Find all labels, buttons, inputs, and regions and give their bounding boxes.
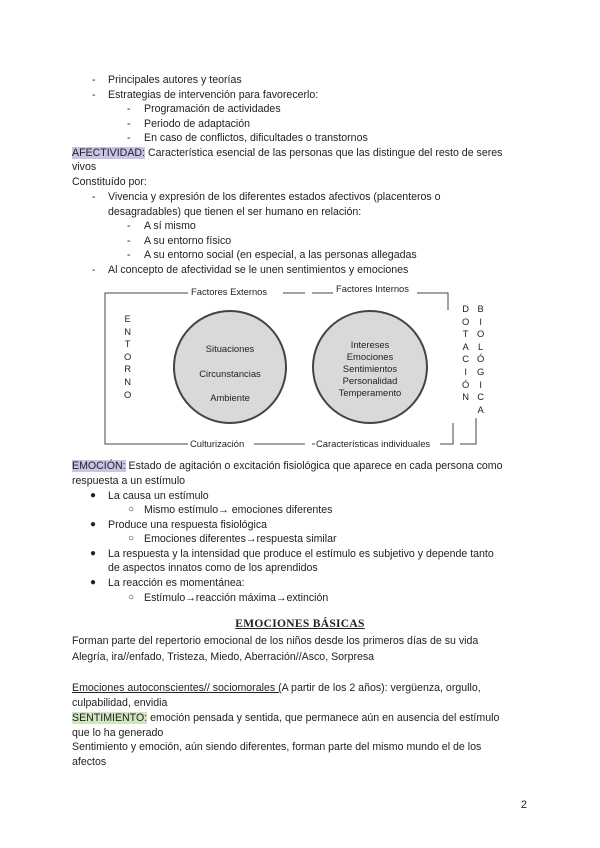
emocion-item-intensidad: La respuesta y la intensidad que produce el estímulo es subjetivo y depende tanto [108, 548, 494, 560]
list-item-programacion: Programación de actividades [144, 103, 281, 115]
entorno-vertical-label: E N T O R N O [124, 313, 132, 400]
factores-externos-circle [173, 310, 287, 424]
emocion-subitem-diferentes: Emociones diferentes→respuesta similar [144, 533, 337, 545]
list-marker: - [127, 249, 131, 261]
emocion-subitem-mismo: Mismo estímulo→ emociones diferentes [144, 504, 333, 516]
circle-item-personalidad: Personalidad [342, 375, 398, 386]
sub-bullet-icon: ○ [128, 533, 135, 544]
circle-item-intereses: Intereses [350, 339, 390, 350]
emocion-definition: EMOCIÓN: Estado de agitación o excitación fisiológica que aparece en cada persona como [72, 460, 503, 472]
bullet-icon: ● [90, 519, 97, 530]
sentimiento-term: SENTIMIENTO: [72, 712, 148, 724]
right-bracket-top-2 [417, 293, 448, 310]
factores-internos-label: Factores Internos [336, 283, 409, 294]
factores-internos-circle [312, 310, 428, 424]
afectividad-definition: AFECTIVIDAD: Característica esencial de las personas que las distingue del resto de seres [72, 147, 503, 159]
emocion-item-intensidad-cont: de aspectos innatos como de los aprendidos [108, 562, 318, 574]
circle-item-temperamento: Temperamento [338, 387, 402, 398]
sentimiento-definition: SENTIMIENTO: emoción pensada y sentida, que permanece aún en ausencia del estímulo [72, 712, 500, 724]
sub-bullet-icon: ○ [128, 504, 135, 515]
emociones-basicas-heading: EMOCIONES BÁSICAS [235, 618, 365, 630]
list-marker: - [127, 132, 131, 144]
list-marker: - [127, 235, 131, 247]
autoconscientes-line: Emociones autoconscientes// sociomorales (A partir de los 2 años): vergüenza, orgullo, [72, 682, 481, 694]
emocion-definition-cont: respuesta a un estímulo [72, 475, 186, 487]
factores-externos-label: Factores Externos [191, 286, 268, 297]
autoconscientes-line-2: culpabilidad, envidia [72, 697, 168, 709]
list-item-entorno-social: A su entorno social (en especial, a las personas allegadas [144, 249, 417, 261]
list-marker: - [127, 103, 131, 115]
circle-item-circunstancias: Circunstancias [199, 368, 261, 379]
circle-item-sentimientos: Sentimientos [342, 363, 398, 374]
dotacion-vertical-label: D O T A C I Ó N [462, 303, 470, 403]
basicas-line-1: Forman parte del repertorio emocional de los niños desde los primeros días de su vida [72, 635, 479, 647]
constituido-label: Constituído por: [72, 176, 147, 188]
sub-bullet-icon: ○ [128, 592, 135, 603]
list-marker: - [127, 118, 131, 130]
culturizacion-label: Culturización [190, 438, 245, 449]
basicas-line-2: Alegría, ira//enfado, Tristeza, Miedo, Aberración//Asco, Sorpresa [72, 651, 375, 663]
sentimiento-definition-cont: que lo ha generado [72, 727, 164, 739]
bullet-icon: ● [90, 490, 97, 501]
biologica-vertical-label: B I O L Ó G I C A [477, 303, 485, 415]
afectividad-definition-cont: vivos [72, 161, 97, 173]
emocion-subitem-estimulo: Estímulo→reacción máxima→extinción [144, 592, 329, 604]
list-item-periodo: Periodo de adaptación [144, 118, 251, 130]
sentimiento-line-4: afectos [72, 756, 107, 768]
list-item-autores: Principales autores y teorías [108, 74, 242, 86]
list-item-concepto: Al concepto de afectividad se le unen sentimientos y emociones [108, 264, 409, 276]
list-marker: - [92, 191, 96, 203]
bullet-icon: ● [90, 577, 97, 588]
page-number: 2 [520, 799, 527, 811]
list-item-entorno-fisico: A su entorno físico [144, 235, 232, 247]
circle-item-ambiente: Ambiente [210, 392, 250, 403]
bracket-bottom-right-2 [440, 423, 453, 444]
emocion-term: EMOCIÓN: [72, 460, 126, 472]
list-item-conflictos: En caso de conflictos, dificultades o transtornos [144, 132, 368, 144]
list-marker: - [92, 264, 96, 276]
emocion-item-reaccion: La reacción es momentánea: [108, 577, 245, 589]
sentimiento-line-3: Sentimiento y emoción, aún siendo diferentes, forman parte del mismo mundo el de los [72, 741, 482, 753]
caracteristicas-label: Características individuales [316, 438, 431, 449]
bullet-icon: ● [90, 548, 97, 559]
autoconscientes-term: Emociones autoconscientes// sociomorales ( [72, 682, 282, 694]
circle-item-emociones: Emociones [346, 351, 394, 362]
emocion-item-causa: La causa un estímulo [108, 490, 209, 502]
right-outer-line [460, 418, 476, 444]
list-item-vivencia: Vivencia y expresión de los diferentes estados afectivos (placenteros o [108, 191, 441, 203]
left-bracket-top [105, 293, 188, 308]
list-marker: - [127, 220, 131, 232]
list-item-si-mismo: A sí mismo [144, 220, 196, 232]
emocion-item-respuesta: Produce una respuesta fisiológica [108, 519, 268, 531]
list-marker: - [92, 89, 96, 101]
list-marker: - [92, 74, 96, 86]
afectividad-term: AFECTIVIDAD: [72, 147, 145, 159]
circle-item-situaciones: Situaciones [205, 343, 255, 354]
list-item-estrategias: Estrategias de intervención para favorecerlo: [108, 89, 319, 101]
list-item-vivencia-cont: desagradables) que tienen el ser humano en relación: [108, 206, 362, 218]
